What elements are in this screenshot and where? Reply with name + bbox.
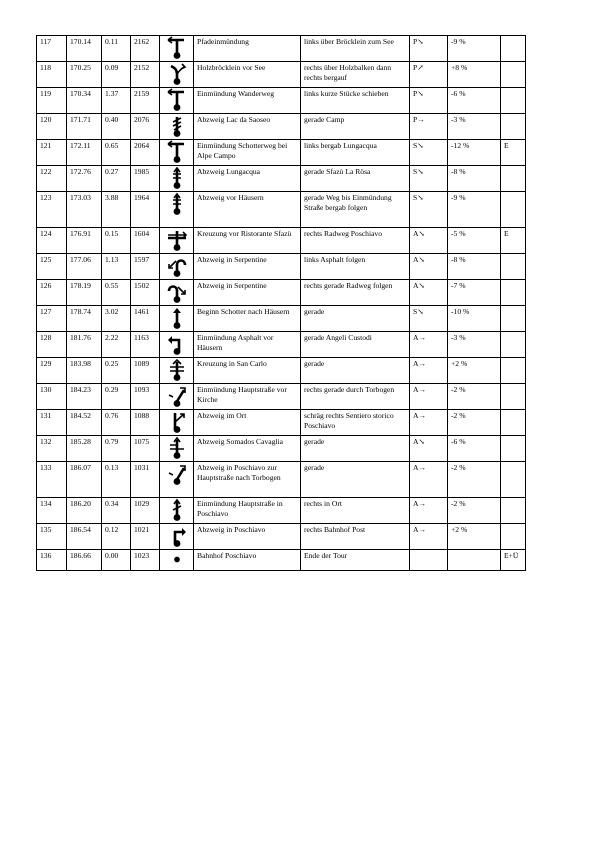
- altitude: 1597: [131, 254, 160, 280]
- table-row: [37, 114, 526, 140]
- table-row: [37, 140, 526, 166]
- surface-trend: A↘: [410, 228, 448, 254]
- row-number: 131: [37, 410, 67, 436]
- turn-right-icon: [160, 524, 194, 550]
- table-row: [37, 228, 526, 254]
- instruction: gerade: [301, 358, 410, 384]
- curve-right-icon: [160, 62, 194, 88]
- instruction: rechts über Holzbalken dann rechts bergauf: [301, 62, 410, 88]
- note: [501, 254, 526, 280]
- gradient: -10 %: [448, 306, 501, 332]
- finish-dot-icon: [165, 550, 189, 569]
- location: Kreuzung vor Ristorante Sfazù: [194, 228, 301, 254]
- altitude: 1604: [131, 228, 160, 254]
- segment-distance: 0.11: [102, 36, 131, 62]
- km-total: 173.03: [67, 192, 102, 228]
- location: Kreuzung in San Carlo: [194, 358, 301, 384]
- instruction: rechts gerade Radweg folgen: [301, 280, 410, 306]
- finish-dot-icon: [160, 550, 194, 571]
- surface-trend: P↘: [410, 88, 448, 114]
- gradient: -7 %: [448, 280, 501, 306]
- location: Einmündung Wanderweg: [194, 88, 301, 114]
- diagonal-right-icon: [160, 384, 194, 410]
- straight-tick-icon: [160, 192, 194, 228]
- surface-trend: A→: [410, 358, 448, 384]
- note: E+Ü: [501, 550, 526, 571]
- note: [501, 498, 526, 524]
- km-total: 178.19: [67, 280, 102, 306]
- table-row: [37, 550, 526, 571]
- altitude: 2152: [131, 62, 160, 88]
- surface-trend: S↘: [410, 192, 448, 228]
- table-row: [37, 410, 526, 436]
- km-total: 186.66: [67, 550, 102, 571]
- segment-distance: 0.79: [102, 436, 131, 462]
- km-total: 185.28: [67, 436, 102, 462]
- table-row: [37, 88, 526, 114]
- row-number: 135: [37, 524, 67, 550]
- note: [501, 192, 526, 228]
- location: Abzweig in Serpentine: [194, 280, 301, 306]
- gradient: -2 %: [448, 498, 501, 524]
- row-number: 118: [37, 62, 67, 88]
- note: [501, 332, 526, 358]
- surface-trend: A↘: [410, 280, 448, 306]
- instruction: rechts gerade durch Torbogen: [301, 384, 410, 410]
- table-row: [37, 384, 526, 410]
- row-number: 132: [37, 436, 67, 462]
- row-number: 117: [37, 36, 67, 62]
- note: [501, 88, 526, 114]
- altitude: 1163: [131, 332, 160, 358]
- instruction: rechts Bahnhof Post: [301, 524, 410, 550]
- location: Holzbröcklein vor See: [194, 62, 301, 88]
- location: Bahnhof Poschiavo: [194, 550, 301, 571]
- straight-icon: [165, 306, 189, 330]
- row-number: 120: [37, 114, 67, 140]
- instruction: links über Bröcklein zum See: [301, 36, 410, 62]
- table-row: [37, 358, 526, 384]
- segment-distance: 0.55: [102, 280, 131, 306]
- altitude: 2159: [131, 88, 160, 114]
- surface-trend: A→: [410, 332, 448, 358]
- curve-right-icon: [165, 62, 189, 86]
- gradient: -5 %: [448, 228, 501, 254]
- straight-left-tick-icon: [160, 436, 194, 462]
- altitude: 1461: [131, 306, 160, 332]
- instruction: links Asphalt folgen: [301, 254, 410, 280]
- row-number: 119: [37, 88, 67, 114]
- instruction: gerade Camp: [301, 114, 410, 140]
- fork-right-icon: [160, 410, 194, 436]
- crossing-straight-icon: [165, 358, 189, 382]
- diagonal-right-icon: [165, 384, 189, 408]
- altitude: 1093: [131, 384, 160, 410]
- altitude: 1964: [131, 192, 160, 228]
- straight-diag-tick-icon: [165, 498, 189, 522]
- km-total: 186.20: [67, 498, 102, 524]
- km-total: 172.76: [67, 166, 102, 192]
- altitude: 1023: [131, 550, 160, 571]
- segment-distance: 0.40: [102, 114, 131, 140]
- table-row: [37, 436, 526, 462]
- note: E: [501, 228, 526, 254]
- crossing-straight-icon: [160, 358, 194, 384]
- straight-tick-icon: [165, 166, 189, 190]
- note: [501, 436, 526, 462]
- note: [501, 166, 526, 192]
- junction-left-icon: [160, 36, 194, 62]
- gradient: +8 %: [448, 62, 501, 88]
- segment-distance: 1.13: [102, 254, 131, 280]
- surface-trend: S↘: [410, 306, 448, 332]
- row-number: 129: [37, 358, 67, 384]
- route-table: [36, 35, 526, 571]
- instruction: links bergab Lungacqua: [301, 140, 410, 166]
- altitude: 2064: [131, 140, 160, 166]
- note: [501, 114, 526, 140]
- location: Abzweig in Poschiavo: [194, 524, 301, 550]
- fork-diagonal-icon: [160, 114, 194, 140]
- turn-left-icon: [160, 332, 194, 358]
- segment-distance: 2.22: [102, 332, 131, 358]
- turn-left-icon: [165, 332, 189, 356]
- row-number: 134: [37, 498, 67, 524]
- diagonal-right-icon: [165, 462, 189, 486]
- fork-diagonal-icon: [165, 114, 189, 138]
- altitude: 2162: [131, 36, 160, 62]
- segment-distance: 3.88: [102, 192, 131, 228]
- junction-left-icon: [165, 140, 189, 164]
- straight-left-tick-icon: [165, 436, 189, 460]
- surface-trend: A→: [410, 524, 448, 550]
- instruction: gerade: [301, 436, 410, 462]
- table-row: [37, 524, 526, 550]
- segment-distance: 3.02: [102, 306, 131, 332]
- row-number: 123: [37, 192, 67, 228]
- note: [501, 384, 526, 410]
- location: Einmündung Hauptstraße in Poschiavo: [194, 498, 301, 524]
- gradient: +2 %: [448, 358, 501, 384]
- km-total: 183.98: [67, 358, 102, 384]
- altitude: 2076: [131, 114, 160, 140]
- turn-right-icon: [165, 524, 189, 548]
- instruction: rechts in Ort: [301, 498, 410, 524]
- km-total: 181.76: [67, 332, 102, 358]
- km-total: 176.91: [67, 228, 102, 254]
- km-total: 170.34: [67, 88, 102, 114]
- route-table-body: [37, 36, 526, 571]
- segment-distance: 0.27: [102, 166, 131, 192]
- gradient: -9 %: [448, 36, 501, 62]
- altitude: 1089: [131, 358, 160, 384]
- surface-trend: P↗: [410, 62, 448, 88]
- row-number: 127: [37, 306, 67, 332]
- gradient: -3 %: [448, 114, 501, 140]
- instruction: gerade Weg bis Einmündung Straße bergab folgen: [301, 192, 410, 228]
- altitude: 1502: [131, 280, 160, 306]
- surface-trend: A→: [410, 384, 448, 410]
- segment-distance: 0.12: [102, 524, 131, 550]
- gradient: +2 %: [448, 524, 501, 550]
- hairpin-left-icon: [160, 254, 194, 280]
- row-number: 130: [37, 384, 67, 410]
- km-total: 184.52: [67, 410, 102, 436]
- altitude: 1985: [131, 166, 160, 192]
- km-total: 186.54: [67, 524, 102, 550]
- gradient: -8 %: [448, 166, 501, 192]
- table-row: [37, 332, 526, 358]
- table-row: [37, 62, 526, 88]
- segment-distance: 0.09: [102, 62, 131, 88]
- note: [501, 410, 526, 436]
- location: Einmündung Schotterweg bei Alpe Campo: [194, 140, 301, 166]
- row-number: 124: [37, 228, 67, 254]
- hairpin-left-icon: [165, 254, 189, 278]
- segment-distance: 0.29: [102, 384, 131, 410]
- note: [501, 524, 526, 550]
- hairpin-right-icon: [160, 280, 194, 306]
- location: Abzweig in Serpentine: [194, 254, 301, 280]
- altitude: 1021: [131, 524, 160, 550]
- table-row: [37, 462, 526, 498]
- diagonal-right-icon: [160, 462, 194, 498]
- surface-trend: A→: [410, 462, 448, 498]
- table-row: [37, 306, 526, 332]
- surface-trend: A→: [410, 498, 448, 524]
- segment-distance: 0.15: [102, 228, 131, 254]
- straight-icon: [160, 306, 194, 332]
- segment-distance: 0.25: [102, 358, 131, 384]
- location: Abzweig in Poschiavo zur Hauptstraße nach Torbogen: [194, 462, 301, 498]
- gradient: -2 %: [448, 384, 501, 410]
- note: [501, 36, 526, 62]
- surface-trend: S↘: [410, 140, 448, 166]
- table-row: [37, 498, 526, 524]
- straight-tick-icon: [165, 192, 189, 216]
- crossing-right-icon: [165, 228, 189, 252]
- km-total: 178.74: [67, 306, 102, 332]
- gradient: [448, 550, 501, 571]
- junction-left-icon: [165, 88, 189, 112]
- surface-trend: S↘: [410, 166, 448, 192]
- km-total: 172.11: [67, 140, 102, 166]
- altitude: 1088: [131, 410, 160, 436]
- location: Abzweig im Ort: [194, 410, 301, 436]
- row-number: 121: [37, 140, 67, 166]
- table-row: [37, 36, 526, 62]
- segment-distance: 0.34: [102, 498, 131, 524]
- surface-trend: A↘: [410, 254, 448, 280]
- location: Abzweig Lungacqua: [194, 166, 301, 192]
- segment-distance: 0.13: [102, 462, 131, 498]
- instruction: links kurze Stücke schieben: [301, 88, 410, 114]
- junction-left-icon: [165, 36, 189, 60]
- segment-distance: 0.00: [102, 550, 131, 571]
- note: [501, 358, 526, 384]
- table-row: [37, 254, 526, 280]
- surface-trend: P→: [410, 114, 448, 140]
- surface-trend: A↘: [410, 436, 448, 462]
- fork-right-icon: [165, 410, 189, 434]
- segment-distance: 0.65: [102, 140, 131, 166]
- location: Pfadeinmündung: [194, 36, 301, 62]
- junction-left-icon: [160, 140, 194, 166]
- gradient: -9 %: [448, 192, 501, 228]
- surface-trend: [410, 550, 448, 571]
- row-number: 126: [37, 280, 67, 306]
- row-number: 122: [37, 166, 67, 192]
- table-row: [37, 166, 526, 192]
- row-number: 136: [37, 550, 67, 571]
- gradient: -6 %: [448, 88, 501, 114]
- segment-distance: 0.76: [102, 410, 131, 436]
- km-total: 184.23: [67, 384, 102, 410]
- row-number: 128: [37, 332, 67, 358]
- instruction: gerade: [301, 306, 410, 332]
- km-total: 170.25: [67, 62, 102, 88]
- note: [501, 62, 526, 88]
- note: [501, 306, 526, 332]
- instruction: gerade Angeli Custodi: [301, 332, 410, 358]
- location: Einmündung Asphalt vor Häusern: [194, 332, 301, 358]
- row-number: 133: [37, 462, 67, 498]
- gradient: -2 %: [448, 462, 501, 498]
- instruction: Ende der Tour: [301, 550, 410, 571]
- km-total: 170.14: [67, 36, 102, 62]
- hairpin-right-icon: [165, 280, 189, 304]
- gradient: -3 %: [448, 332, 501, 358]
- gradient: -6 %: [448, 436, 501, 462]
- altitude: 1029: [131, 498, 160, 524]
- surface-trend: A→: [410, 410, 448, 436]
- location: Abzweig Lac da Saoseo: [194, 114, 301, 140]
- crossing-right-icon: [160, 228, 194, 254]
- segment-distance: 1.37: [102, 88, 131, 114]
- junction-left-icon: [160, 88, 194, 114]
- straight-diag-tick-icon: [160, 498, 194, 524]
- note: [501, 462, 526, 498]
- row-number: 125: [37, 254, 67, 280]
- altitude: 1075: [131, 436, 160, 462]
- gradient: -12 %: [448, 140, 501, 166]
- surface-trend: P↘: [410, 36, 448, 62]
- instruction: rechts Radweg Poschiavo: [301, 228, 410, 254]
- note: [501, 280, 526, 306]
- km-total: 186.07: [67, 462, 102, 498]
- gradient: -8 %: [448, 254, 501, 280]
- instruction: gerade Sfazù La Rösa: [301, 166, 410, 192]
- km-total: 171.71: [67, 114, 102, 140]
- table-row: [37, 192, 526, 228]
- straight-tick-icon: [160, 166, 194, 192]
- location: Einmündung Hauptstraße vor Kirche: [194, 384, 301, 410]
- note: E: [501, 140, 526, 166]
- location: Beginn Schotter nach Häusern: [194, 306, 301, 332]
- gradient: -2 %: [448, 410, 501, 436]
- instruction: gerade: [301, 462, 410, 498]
- table-row: [37, 280, 526, 306]
- location: Abzweig Somados Cavaglia: [194, 436, 301, 462]
- km-total: 177.06: [67, 254, 102, 280]
- altitude: 1031: [131, 462, 160, 498]
- instruction: schräg rechts Sentiero storico Poschiavo: [301, 410, 410, 436]
- location: Abzweig vor Häusern: [194, 192, 301, 228]
